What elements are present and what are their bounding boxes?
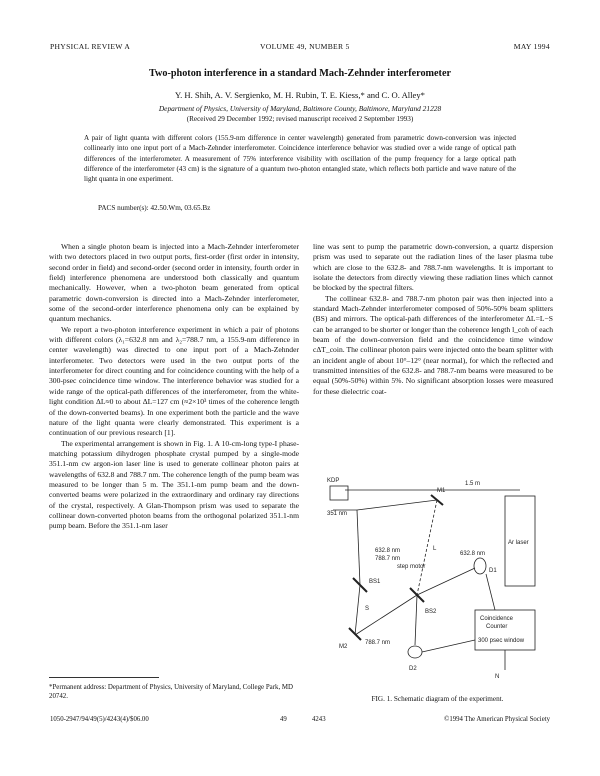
copyright: ©1994 The American Physical Society <box>444 716 550 723</box>
kdp-label: KDP <box>327 478 340 484</box>
m1-label: M1 <box>437 488 446 494</box>
beam-to-bs2 <box>355 595 417 635</box>
received-dates: (Received 29 December 1992; revised manuscript received 2 September 1993) <box>186 115 414 123</box>
argon-label: Ar laser <box>508 540 529 546</box>
d2-cable <box>422 640 475 652</box>
arm-S-label: S <box>365 606 370 612</box>
paragraph: We report a two-photon interference experiment in which a pair of photons with different colors (λ₁=632.8 nm and λ₂=788.7 nm, a 155.9-nm difference in center wavelength) was directed to one input port of a Mach-Zehnder interferometer. Two detectors were used in the two output ports of the interferometer for direct counting and for coincidence counting with the help of a 300-psec coincidence time window. The interference behavior was studied for a wide range of the optical-path differences of the interferometer, from the white-light condition ΔL≈0 to about ΔL=127 cm (≈2×10³ times of the coherence length of the down-converted beams). In one experiment both the particle and the wave nature of the light quanta were clearly demonstrated. This experiment is a continuation of our previous research [1]. <box>49 324 299 438</box>
paragraph: line was sent to pump the parametric down-conversion, a quartz dispersion prism was used to separate out the radiation lines of the laser plasma tube which are close to the 632.8- and 788.7-nm wavelengths. It is important to isolate the detectors from directly viewing these radiation lines which cannot be blocked by the spectral filters. <box>313 242 553 293</box>
issue-date: MAY 1994 <box>513 42 550 51</box>
left-column <box>49 242 299 532</box>
n-label: N <box>495 674 500 680</box>
experiment-schematic <box>325 470 550 685</box>
counter-label-1: Coincidence <box>480 616 514 622</box>
figure-caption: FIG. 1. Schematic diagram of the experiment. <box>371 695 504 703</box>
filter-top-label: 632.8 nm <box>460 551 486 557</box>
beam-to-m1 <box>357 500 437 510</box>
arm-S <box>355 585 360 635</box>
page-footer <box>50 716 550 728</box>
kdp-crystal <box>330 486 348 500</box>
d1-cable <box>486 574 495 610</box>
article-title: Two-photon interference in a standard Mach-Zehnder interferometer <box>149 68 451 79</box>
page-number: 4243 <box>312 716 326 723</box>
footnote-rule <box>49 677 159 678</box>
volume: 49 <box>280 716 287 723</box>
footnote: *Permanent address: Department of Physics, University of Maryland, College Park, MD 20742. <box>49 684 293 701</box>
wavelength-1-label: 632.8 nm <box>375 548 401 554</box>
wavelength-2-label: 788.7 nm <box>375 556 401 562</box>
bs2-label: BS2 <box>425 609 437 615</box>
affiliation: Department of Physics, University of Maryland, Baltimore County, Baltimore, Maryland 21228 <box>158 104 442 113</box>
author-list: Y. H. Shih, A. V. Sergienko, M. H. Rubin, T. E. Kiess,* and C. O. Alley* <box>175 90 425 100</box>
counter-label-2: Counter <box>486 624 508 630</box>
beam-to-d2 <box>415 595 417 645</box>
volume-number: VOLUME 49, NUMBER 5 <box>260 42 350 51</box>
beam-to-bs1 <box>357 510 360 585</box>
distance-label: 1.5 m <box>465 481 481 487</box>
pump-label: 351 nm <box>327 511 348 517</box>
article-code: 1050-2947/94/49(5)/4243(4)/$06.00 <box>50 716 149 723</box>
beam-to-d1 <box>417 568 475 595</box>
mirror-m2 <box>349 628 361 640</box>
journal-name: PHYSICAL REVIEW A <box>50 42 131 51</box>
d1-label: D1 <box>489 568 497 574</box>
filter-bottom-label: 788.7 nm <box>365 640 391 646</box>
detector-d1 <box>474 558 486 574</box>
right-column <box>313 242 553 397</box>
detector-d2 <box>408 646 422 658</box>
step-motor-label: step motor <box>397 564 426 570</box>
arm-L-label: L <box>433 546 437 552</box>
abstract: A pair of light quanta with different colors (155.9-nm difference in center wavelength) generated from parametric down-conversion was injected collinearly into one input port of a Mach-Zehnder interferometer. Coincidence interference behavior was studied over a wide range of optical path differences of the interferometer. A measurement of 75% interference visibility with oscillation of the pump frequency for a large optical path difference of the interferometer (43 cm) is the signature of a quantum two-photon entangled state, which reflects both particle and wave nature of the light quanta in one experiment. <box>84 134 516 184</box>
bs1-label: BS1 <box>369 579 381 585</box>
paragraph: The collinear 632.8- and 788.7-nm photon pair was then injected into a standard Mach-Zehnder interferometer composed of 50%-50% beam splitters (BS) and mirrors. The optical-path differences of the interferometer ΔL=L−S can be arranged to be shorter or longer than the coherence length l_coh of each beam of the down-conversion field and the coincidence time window cΔT_coin. The collinear photon pairs were injected onto the beam splitter with an incident angle of about 10°–12° (near normal), for which the reflected and transmitted intensities of the 632.8- and 788.7-nm beams were measured to be equal (50%-50%) within 5%. No significant absorption losses were measured for these dielectric coat- <box>313 293 553 396</box>
paragraph: When a single photon beam is injected into a Mach-Zehnder interferometer with two detectors placed in two output ports, first-order (first order in intensity, second order in field) and second-order (second order in intensity, fourth order in field) interference phenomena are understood both classically and quantum mechanically. However, when a two-photon beam generated from optical parametric down-conversion is directed into a Mach-Zehnder interferometer, some of the second-order interference phenomena only can be explained by quantum mechanics. <box>49 242 299 324</box>
window-label: 300 psec window <box>478 638 525 644</box>
m2-label: M2 <box>339 644 348 650</box>
paragraph: The experimental arrangement is shown in Fig. 1. A 10-cm-long type-I phase-matching potassium dihydrogen phosphate crystal pumped by a single-mode 351.1-nm cw argon-ion laser line is used to generate collinear photon pairs at wavelengths of 632.8 and 788.7 nm. The coherence length of the pump beam was measured to be longer than 5 m. The 351.1-nm pump beam and the down-converted beams were polarized in the extraordinary and ordinary ray directions of the crystal, respectively. A Glan-Thompson prism was used to separate the collinear down-converted photon beams from the orthogonal polarized 351.1-nm pump beam. Before the 351.1-nm laser <box>49 438 299 531</box>
pacs-numbers: PACS number(s): 42.50.Wm, 03.65.Bz <box>98 204 211 212</box>
running-head <box>50 42 550 54</box>
d2-label: D2 <box>409 666 417 672</box>
